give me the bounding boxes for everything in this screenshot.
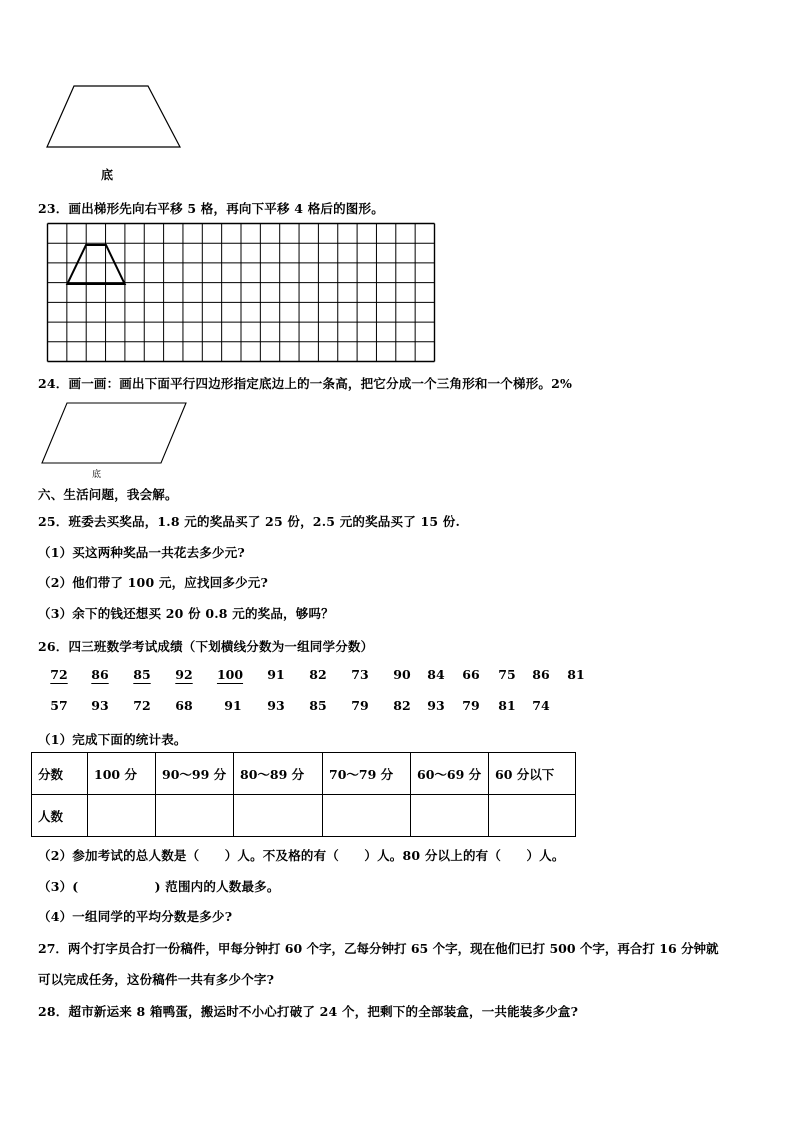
score-cell: 85 [309,698,327,713]
score-cell: 85 [133,667,151,682]
score-cell: 68 [175,698,193,713]
stat-header-cell: 分数 [32,753,88,795]
score-cell: 92 [175,667,193,682]
score-cell: 86 [91,667,109,682]
stat-header-cell: 90～99 分 [156,753,234,795]
score-cell: 82 [393,698,411,713]
score-cell: 79 [462,698,480,713]
question-24: 24．画一画：画出下面平行四边形指定底边上的一条高，把它分成一个三角形和一个梯形。2% [38,376,573,391]
question-23: 23．画出梯形先向右平移 5 格，再向下平移 4 格后的图形。 [38,201,384,216]
trapezoid-base-label: 底 [101,168,114,182]
score-cell: 74 [532,698,550,713]
score-cell: 81 [498,698,516,713]
stat-table-count-row [32,795,576,837]
question-26-1: （1）完成下面的统计表。 [38,732,187,747]
stat-table [31,752,576,837]
score-cell: 73 [351,667,369,682]
score-cell: 90 [393,667,411,682]
stat-header-cell: 70～79 分 [323,753,411,795]
grid-figure [46,222,436,364]
score-cell: 100 [216,667,244,682]
question-26-4: （4）一组同学的平均分数是多少? [38,909,233,924]
score-cell: 93 [267,698,285,713]
stat-header-cell: 80～89 分 [234,753,323,795]
score-cell: 84 [427,667,445,682]
score-cell: 93 [427,698,445,713]
stat-answer-cell[interactable] [88,795,156,837]
score-cell: 91 [267,667,285,682]
stat-header-cell: 60～69 分 [411,753,489,795]
question-25: 25．班委去买奖品，1.8 元的奖品买了 25 份，2.5 元的奖品买了 15 份. [38,514,461,529]
score-cell: 82 [309,667,327,682]
trapezoid-figure [44,84,184,154]
score-cell: 57 [50,698,68,713]
stat-answer-cell[interactable] [234,795,323,837]
stat-header-cell: 60 分以下 [489,753,576,795]
question-25-1: （1）买这两种奖品一共花去多少元? [38,545,245,560]
score-cell: 72 [50,667,68,682]
question-25-2: （2）他们带了 100 元，应找回多少元? [38,575,269,590]
score-cell: 86 [532,667,550,682]
score-cell: 79 [351,698,369,713]
parallelogram-figure [40,400,190,466]
grid-trapezoid [67,245,124,284]
score-cell: 72 [133,698,151,713]
parallelogram-base-label: 底 [92,470,102,480]
question-27-line-2: 可以完成任务，这份稿件一共有多少个字? [38,972,275,987]
score-cell: 93 [91,698,109,713]
stat-answer-cell[interactable] [411,795,489,837]
question-28: 28．超市新运来 8 箱鸭蛋，搬运时不小心打破了 24 个，把剩下的全部装盒，一共能装多少盒? [38,1004,579,1019]
score-cell: 81 [567,667,585,682]
question-26-2: （2）参加考试的总人数是（ ）人。不及格的有（ ）人。80 分以上的有（ ）人。 [38,848,565,863]
score-cell: 91 [224,698,242,713]
question-27-line-1: 27．两个打字员合打一份稿件，甲每分钟打 60 个字，乙每分钟打 65 个字，现在他们已打 500 个字，再合打 16 分钟就 [38,941,719,956]
section-6-title: 六、生活问题，我会解。 [38,487,178,502]
question-26-3: （3）( ) 范围内的人数最多。 [38,879,280,894]
stat-answer-cell[interactable] [156,795,234,837]
stat-answer-cell[interactable] [489,795,576,837]
stat-answer-cell[interactable] [323,795,411,837]
score-cell: 75 [498,667,516,682]
score-cell: 66 [462,667,480,682]
stat-header-cell: 100 分 [88,753,156,795]
question-26: 26．四三班数学考试成绩（下划横线分数为一组同学分数） [38,639,374,654]
question-25-3: （3）余下的钱还想买 20 份 0.8 元的奖品，够吗？ [38,606,334,621]
stat-row-label: 人数 [32,795,88,837]
stat-table-header-row [32,753,576,795]
